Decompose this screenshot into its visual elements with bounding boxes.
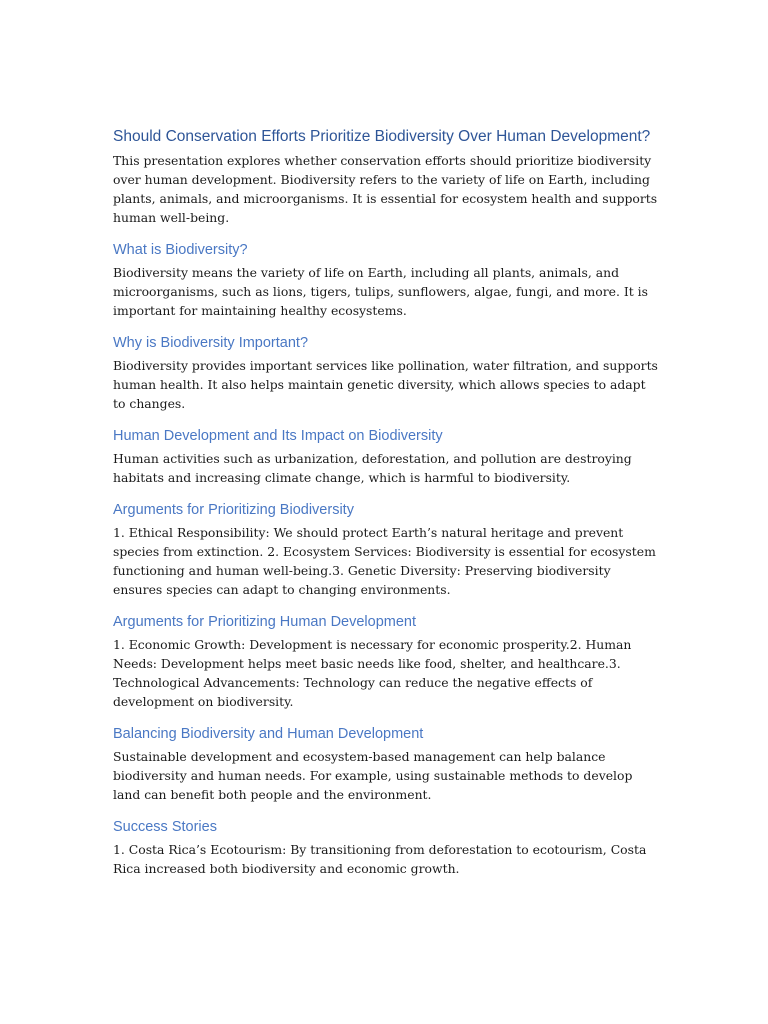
section-arguments-development xyxy=(113,612,658,711)
intro-paragraph: This presentation explores whether conservation efforts should prioritize biodiversity over human development. Biodiversity refers to the variety of life on Earth, including plants, animals, and microorganisms. It is essential for ecosystem health and supports human well-being. xyxy=(113,153,658,225)
section-body: Sustainable development and ecosystem-based management can help balance biodiversity and human needs. For example, using sustainable methods to develop land can benefit both people and the environment. xyxy=(113,749,633,802)
section-body: Biodiversity means the variety of life on Earth, including all plants, animals, and microorganisms, such as lions, tigers, tulips, sunflowers, algae, fungi, and more. It is important for maintaining healthy ecosystems. xyxy=(113,265,648,318)
section-heading: Human Development and Its Impact on Biodiversity xyxy=(113,428,443,444)
section-heading: Balancing Biodiversity and Human Development xyxy=(113,726,424,742)
section-arguments-biodiversity xyxy=(113,500,658,599)
section-heading: Success Stories xyxy=(113,819,217,835)
section-why-important xyxy=(113,333,658,413)
section-body: Biodiversity provides important services like pollination, water filtration, and supports human health. It also helps maintain genetic diversity, which allows species to adapt to changes. xyxy=(113,358,658,411)
section-success-stories xyxy=(113,817,658,878)
section-body: 1. Ethical Responsibility: We should protect Earth’s natural heritage and prevent species from extinction. 2. Ecosystem Services: Biodiversity is essential for ecosystem functioning and human well-being.3. Genetic Diversity: Preserving biodiversity ensures species can adapt to changing environments. xyxy=(113,525,656,597)
section-body: 1. Economic Growth: Development is necessary for economic prosperity.2. Human Needs: Development helps meet basic needs like food, shelter, and healthcare.3. Technological Advancements: Technology can reduce the negative effects of development on biodiversity. xyxy=(113,637,632,709)
section-heading: What is Biodiversity? xyxy=(113,242,248,258)
document-title: Should Conservation Efforts Prioritize Biodiversity Over Human Development? xyxy=(113,128,651,145)
section-human-development-impact xyxy=(113,426,658,487)
document-page xyxy=(113,124,658,878)
section-heading: Why is Biodiversity Important? xyxy=(113,335,309,351)
section-balancing xyxy=(113,724,658,804)
section-what-is-biodiversity xyxy=(113,240,658,320)
section-body: 1. Costa Rica’s Ecotourism: By transitioning from deforestation to ecotourism, Costa Rica increased both biodiversity and economic growth. xyxy=(113,842,647,876)
section-heading: Arguments for Prioritizing Biodiversity xyxy=(113,502,354,518)
section-body: Human activities such as urbanization, deforestation, and pollution are destroying habitats and increasing climate change, which is harmful to biodiversity. xyxy=(113,451,632,485)
section-heading: Arguments for Prioritizing Human Development xyxy=(113,614,417,630)
